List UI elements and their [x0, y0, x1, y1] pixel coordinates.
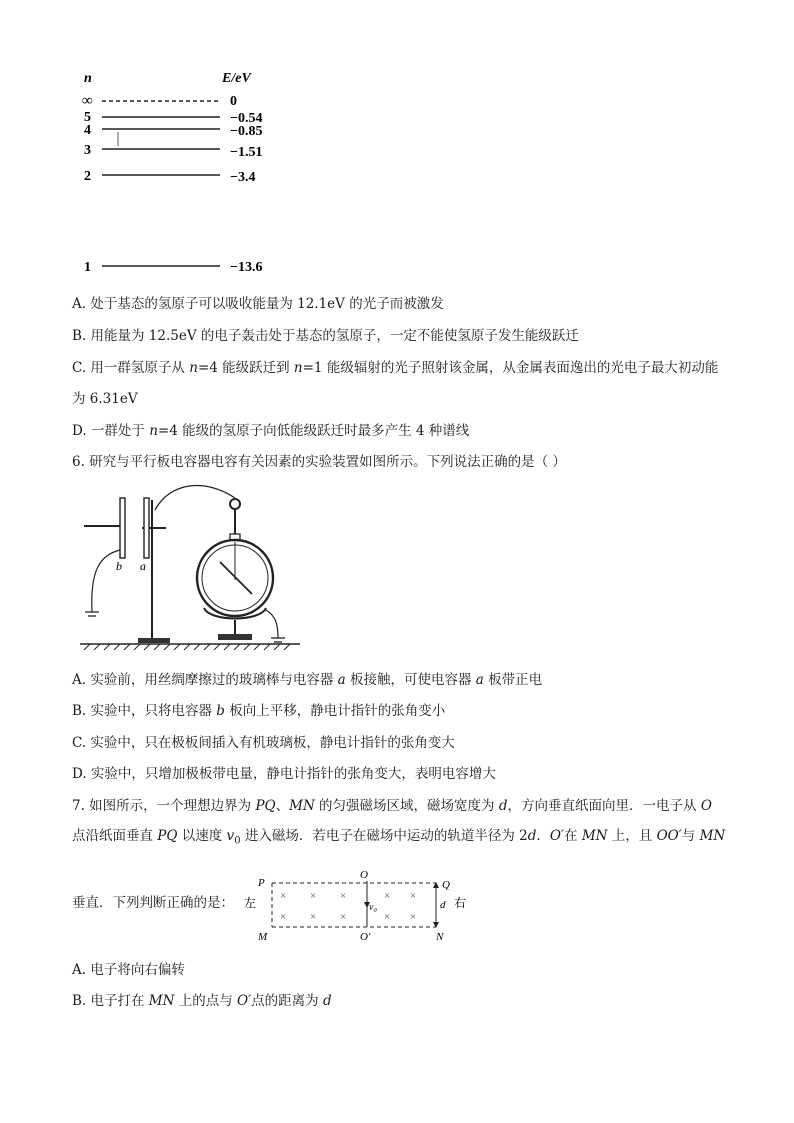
level-n-4: 4 — [84, 123, 91, 138]
q7-l2-v0: 0 — [234, 835, 241, 847]
q6-b-b: b — [216, 703, 225, 719]
q5-option-b: B. 用能量为 12.5eV 的电子轰击处于基态的氢原子，一定不能使氢原子发生能级跃迁 — [72, 328, 579, 344]
q7-b-d: d — [322, 993, 332, 1009]
fig-m-label: M — [258, 931, 268, 943]
plate-a-label: a — [140, 559, 146, 573]
q5-option-d — [72, 421, 469, 441]
q5-c-mid1: =4 能级跃迁到 — [197, 360, 294, 376]
ground-wire-e — [266, 610, 278, 638]
cross: × — [410, 890, 417, 902]
level-e-5: −0.54 — [230, 111, 263, 126]
fig-v0-label: v₀ — [369, 902, 377, 913]
q7-b-o: O′ — [237, 993, 252, 1009]
q7-option-a: A. 电子将向右偏转 — [72, 962, 185, 978]
q7-l1-b: 、 — [275, 798, 290, 814]
q7-l2-b: 以速度 — [177, 828, 227, 844]
level-e-inf: 0 — [230, 94, 237, 109]
q5-option-c-cont: 为 6.31eV — [72, 391, 138, 407]
q5-c-pre: C. 用一群氢原子从 — [72, 360, 190, 376]
q7-l2-e: ． — [536, 828, 550, 844]
q6-a-post: 板带正电 — [483, 672, 543, 688]
q7-l2-o: O′ — [549, 828, 565, 844]
q6-a-a2: a — [475, 672, 484, 688]
q6-a-mid: 板接触，可使电容器 — [345, 672, 476, 688]
level-e-2: −3.4 — [230, 170, 256, 185]
fig-d-label: d — [440, 899, 446, 911]
table-hatching — [84, 644, 290, 650]
level-n-2: 2 — [84, 169, 91, 184]
q6-option-a — [72, 670, 542, 690]
q6-option-b — [72, 701, 445, 721]
cross: × — [384, 911, 391, 923]
cross: × — [310, 890, 317, 902]
level-e-3: −1.51 — [230, 145, 263, 160]
q7-l2-g: 上，且 — [607, 828, 657, 844]
q7-stem-line2 — [72, 826, 725, 852]
level-n-1: 1 — [84, 260, 91, 275]
q7-l1-mn: MN — [289, 798, 315, 814]
electroscope-base — [218, 634, 252, 640]
q5-c-n1: n — [293, 360, 303, 376]
fig-q-label: Q — [442, 879, 450, 891]
q7-b-pre: B. 电子打在 — [72, 993, 149, 1009]
q5-d-post: =4 能级的氢原子向低能级跃迁时最多产生 4 种谱线 — [157, 423, 470, 439]
q7-stem-line3: 垂直．下列判断正确的是： — [72, 895, 234, 911]
q7-l2-pq: PQ — [157, 828, 178, 844]
electroscope-knob — [230, 499, 240, 509]
fig-right-label: 右 — [454, 896, 467, 910]
plate-a — [144, 498, 149, 558]
level-n-5: 5 — [84, 110, 91, 125]
fig-left-label: 左 — [244, 896, 257, 910]
cross: × — [310, 911, 317, 923]
q7-b-post: 点的距离为 — [251, 993, 323, 1009]
level-e-4: −0.85 — [230, 124, 263, 139]
fig-o-prime-label: O′ — [360, 931, 371, 943]
connecting-wire — [155, 486, 235, 511]
q7-l1-e: ，方向垂直纸面向里．一电子从 — [507, 798, 701, 814]
capacitor-apparatus-figure — [80, 480, 300, 650]
q7-option-b — [72, 991, 332, 1011]
fig-n-label: N — [436, 931, 444, 943]
cross: × — [340, 911, 347, 923]
capacitor-apparatus-svg — [80, 480, 300, 650]
e-header: E/eV — [222, 71, 251, 86]
q7-l2-h: 与 — [681, 828, 700, 844]
level-e-1: −13.6 — [230, 260, 263, 275]
q6-option-d: D. 实验中，只增加极板带电量，静电计指针的张角变大，表明电容增大 — [72, 766, 496, 782]
q7-l1-pq: PQ — [255, 798, 276, 814]
q7-l2-f: 在 — [564, 828, 582, 844]
q7-l1-c: 的匀强磁场区域，磁场宽度为 — [314, 798, 499, 814]
q5-c-mid2: =1 能级辐射的光子照射该金属，从金属表面逸出的光电子最大初动能 — [302, 360, 719, 376]
q7-l2-oo: OO′ — [656, 828, 682, 844]
level-n-inf: ∞ — [82, 93, 93, 109]
q6-b-post: 板向上平移，静电计指针的张角变小 — [224, 703, 446, 719]
q7-b-mn: MN — [148, 993, 175, 1009]
energy-level-diagram — [70, 60, 300, 280]
q7-l1-d: d — [498, 798, 508, 814]
q5-d-n: n — [149, 423, 158, 439]
q7-l2-c: 进入磁场．若电子在磁场中运动的轨道半径为 2 — [240, 828, 528, 844]
plate-b-label: b — [116, 559, 122, 573]
q7-b-mid: 上的点与 — [174, 993, 238, 1009]
cross: × — [280, 911, 287, 923]
cross: × — [410, 911, 417, 923]
n-header: n — [84, 71, 92, 86]
q7-l1-o: O — [700, 798, 712, 814]
cross: × — [340, 890, 347, 902]
q6-stem: 6. 研究与平行板电容器电容有关因素的实验装置如图所示。下列说法正确的是（ ） — [72, 454, 566, 470]
energy-level-svg — [70, 60, 300, 280]
level-n-3: 3 — [84, 143, 91, 158]
cross: × — [280, 890, 287, 902]
q7-l2-mn: MN — [581, 828, 608, 844]
field-crosses — [280, 890, 416, 923]
q7-l1-a: 7. 如图所示，一个理想边界为 — [72, 798, 256, 814]
plate-b — [120, 498, 125, 558]
q6-a-a1: a — [337, 672, 346, 688]
q5-option-a: A. 处于基态的氢原子可以吸收能量为 12.1eV 的光子而被激发 — [72, 296, 444, 312]
q6-a-pre: A. 实验前，用丝绸摩擦过的玻璃棒与电容器 — [72, 672, 338, 688]
stand-base — [138, 638, 170, 643]
q7-l2-v: v — [226, 828, 235, 844]
fig-p-label: P — [258, 877, 265, 889]
q6-b-pre: B. 实验中，只将电容器 — [72, 703, 217, 719]
q5-option-c — [72, 358, 718, 378]
fig-o-label: O — [360, 869, 368, 881]
q5-d-pre: D. 一群处于 — [72, 423, 150, 439]
q7-l2-d: d — [527, 828, 537, 844]
magnetic-field-svg — [244, 868, 474, 944]
cross: × — [384, 890, 391, 902]
q7-l2-mn2: MN — [699, 828, 726, 844]
q5-c-n4: n — [189, 360, 198, 376]
magnetic-field-figure — [244, 868, 474, 944]
q6-option-c: C. 实验中，只在极板间插入有机玻璃板，静电计指针的张角变大 — [72, 735, 455, 751]
q7-stem-line1 — [72, 796, 712, 816]
q7-l2-a: 点沿纸面垂直 — [72, 828, 158, 844]
